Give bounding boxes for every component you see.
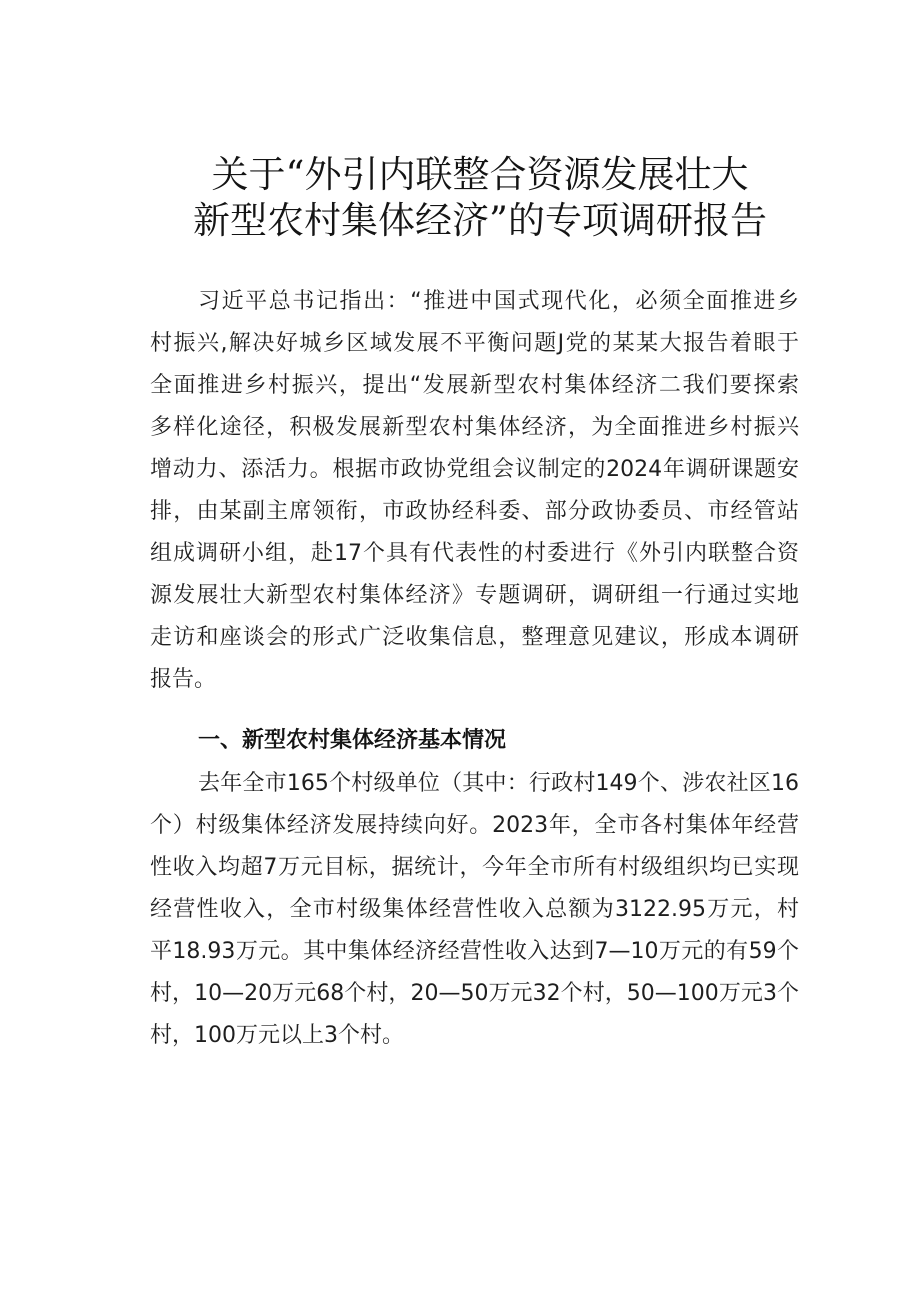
document-title-line-2: 新型农村集体经济”的专项调研报告 xyxy=(193,199,767,242)
paragraph-line: 增动力、添活力。根据市政协党组会议制定的2024年调研课题安 xyxy=(150,457,799,482)
paragraph-line: 走访和座谈会的形式广泛收集信息，整理意见建议，形成本调研 xyxy=(150,625,799,650)
paragraph-line: 村振兴,解决好城乡区域发展不平衡问题J党的某某大报告着眼于 xyxy=(150,331,799,356)
paragraph-line: 性收入均超7万元目标，据统计，今年全市所有村级组织均已实现 xyxy=(150,855,799,880)
paragraph-line: 全面推进乡村振兴，提出“发展新型农村集体经济二我们要探索 xyxy=(150,373,799,398)
paragraph-line: 个）村级集体经济发展持续向好。2023年，全市各村集体年经营 xyxy=(150,813,799,838)
paragraph-line: 村，10—20万元68个村，20—50万元32个村，50—100万元3个 xyxy=(150,981,799,1006)
paragraph-line: 平18.93万元。其中集体经济经营性收入达到7—10万元的有59个 xyxy=(150,939,799,964)
paragraph-line: 经营性收入，全市村级集体经营性收入总额为3122.95万元，村 xyxy=(150,897,799,922)
paragraph-line: 去年全市165个村级单位（其中：行政村149个、涉农社区16 xyxy=(198,771,799,796)
paragraph-line: 多样化途径，积极发展新型农村集体经济，为全面推进乡村振兴 xyxy=(150,415,799,440)
paragraph-line: 组成调研小组，赴17个具有代表性的村委进行《外引内联整合资 xyxy=(150,541,799,566)
paragraph-line: 报告。 xyxy=(150,667,217,692)
paragraph-line: 习近平总书记指出：“推进中国式现代化，必须全面推进乡 xyxy=(198,289,799,314)
paragraph-line: 村，100万元以上3个村。 xyxy=(150,1023,404,1048)
paragraph-line: 源发展壮大新型农村集体经济》专题调研，调研组一行通过实地 xyxy=(150,583,799,608)
section-heading: 一、新型农村集体经济基本情况 xyxy=(198,728,507,753)
document-title-line-1: 关于“外引内联整合资源发展壮大 xyxy=(211,153,749,196)
paragraph-line: 排，由某副主席领衔，市政协经科委、部分政协委员、市经管站 xyxy=(150,499,799,524)
